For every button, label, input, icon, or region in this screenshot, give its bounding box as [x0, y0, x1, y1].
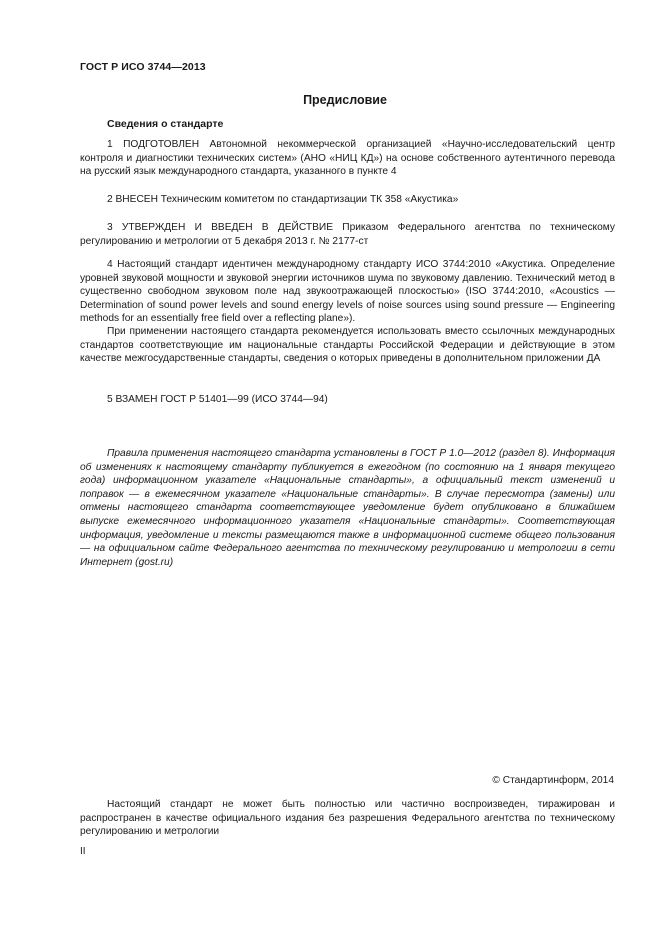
preface-item-replaces: 5 ВЗАМЕН ГОСТ Р 51401—99 (ИСО 3744—94)	[107, 394, 328, 405]
preface-subtitle: Сведения о стандарте	[107, 118, 224, 130]
standard-code-header: ГОСТ Р ИСО 3744—2013	[80, 61, 206, 73]
preface-item-identical: 4 Настоящий стандарт идентичен международному стандарту ИСО 3744:2010 «Акустика. Определение уровней звуковой мощности и звуковой энергии источников шума по звуковому давлению. Технический метод в существенно свободном звуковом поле над звукоотражающей плоскостью» (ISO 3744:2010, «Acoustics — Determination of sound power levels and sound energy levels of noise sources using sound pressure — Engineering methods for an essentially free field over a reflecting plane»).	[80, 259, 615, 325]
preface-item-introduced: 2 ВНЕСЕН Техническим комитетом по стандартизации ТК 358 «Акустика»	[107, 194, 459, 205]
page-number: II	[80, 846, 86, 857]
preface-title: Предисловие	[303, 93, 387, 107]
reproduction-notice: Настоящий стандарт не может быть полностью или частично воспроизведен, тиражирован и распространен в качестве официального издания без разрешения Федерального агентства по техническому регулированию и метрологии	[80, 799, 615, 838]
preface-item-application: При применении настоящего стандарта рекомендуется использовать вместо ссылочных международных стандартов соответствующие им национальные стандарты Российской Федерации и действующие в этом качестве межгосударственные стандарты, сведения о которых приведены в дополнительном приложении ДА	[80, 326, 615, 365]
copyright-line: © Стандартинформ, 2014	[492, 775, 614, 786]
preface-item-prepared: 1 ПОДГОТОВЛЕН Автономной некоммерческой организацией «Научно-исследовательский центр контроля и диагностики технических систем» (АНО «НИЦ КД») на основе собственного аутентичного перевода на русский язык международного стандарта, указанного в пункте 4	[80, 139, 615, 178]
rules-note: Правила применения настоящего стандарта установлены в ГОСТ Р 1.0—2012 (раздел 8). Информация об изменениях к настоящему стандарту публикуется в ежегодном (по состоянию на 1 января текущего года) информационном указателе «Национальные стандарты», а официальный текст изменений и поправок — в ежемесячном указателе «Национальные стандарты». В случае пересмотра (замены) или отмены настоящего стандарта соответствующее уведомление будет опубликовано в ближайшем выпуске ежемесячного информационного указателя «Национальные стандарты». Соответствующая информация, уведомление и тексты размещаются также в информационной системе общего пользования — на официальном сайте Федерального агентства по техническому регулированию и метрологии в сети Интернет (gost.ru)	[80, 448, 615, 568]
preface-item-approved: 3 УТВЕРЖДЕН И ВВЕДЕН В ДЕЙСТВИЕ Приказом Федерального агентства по техническому регулированию и метрологии от 5 декабря 2013 г. № 2177-ст	[80, 222, 615, 247]
